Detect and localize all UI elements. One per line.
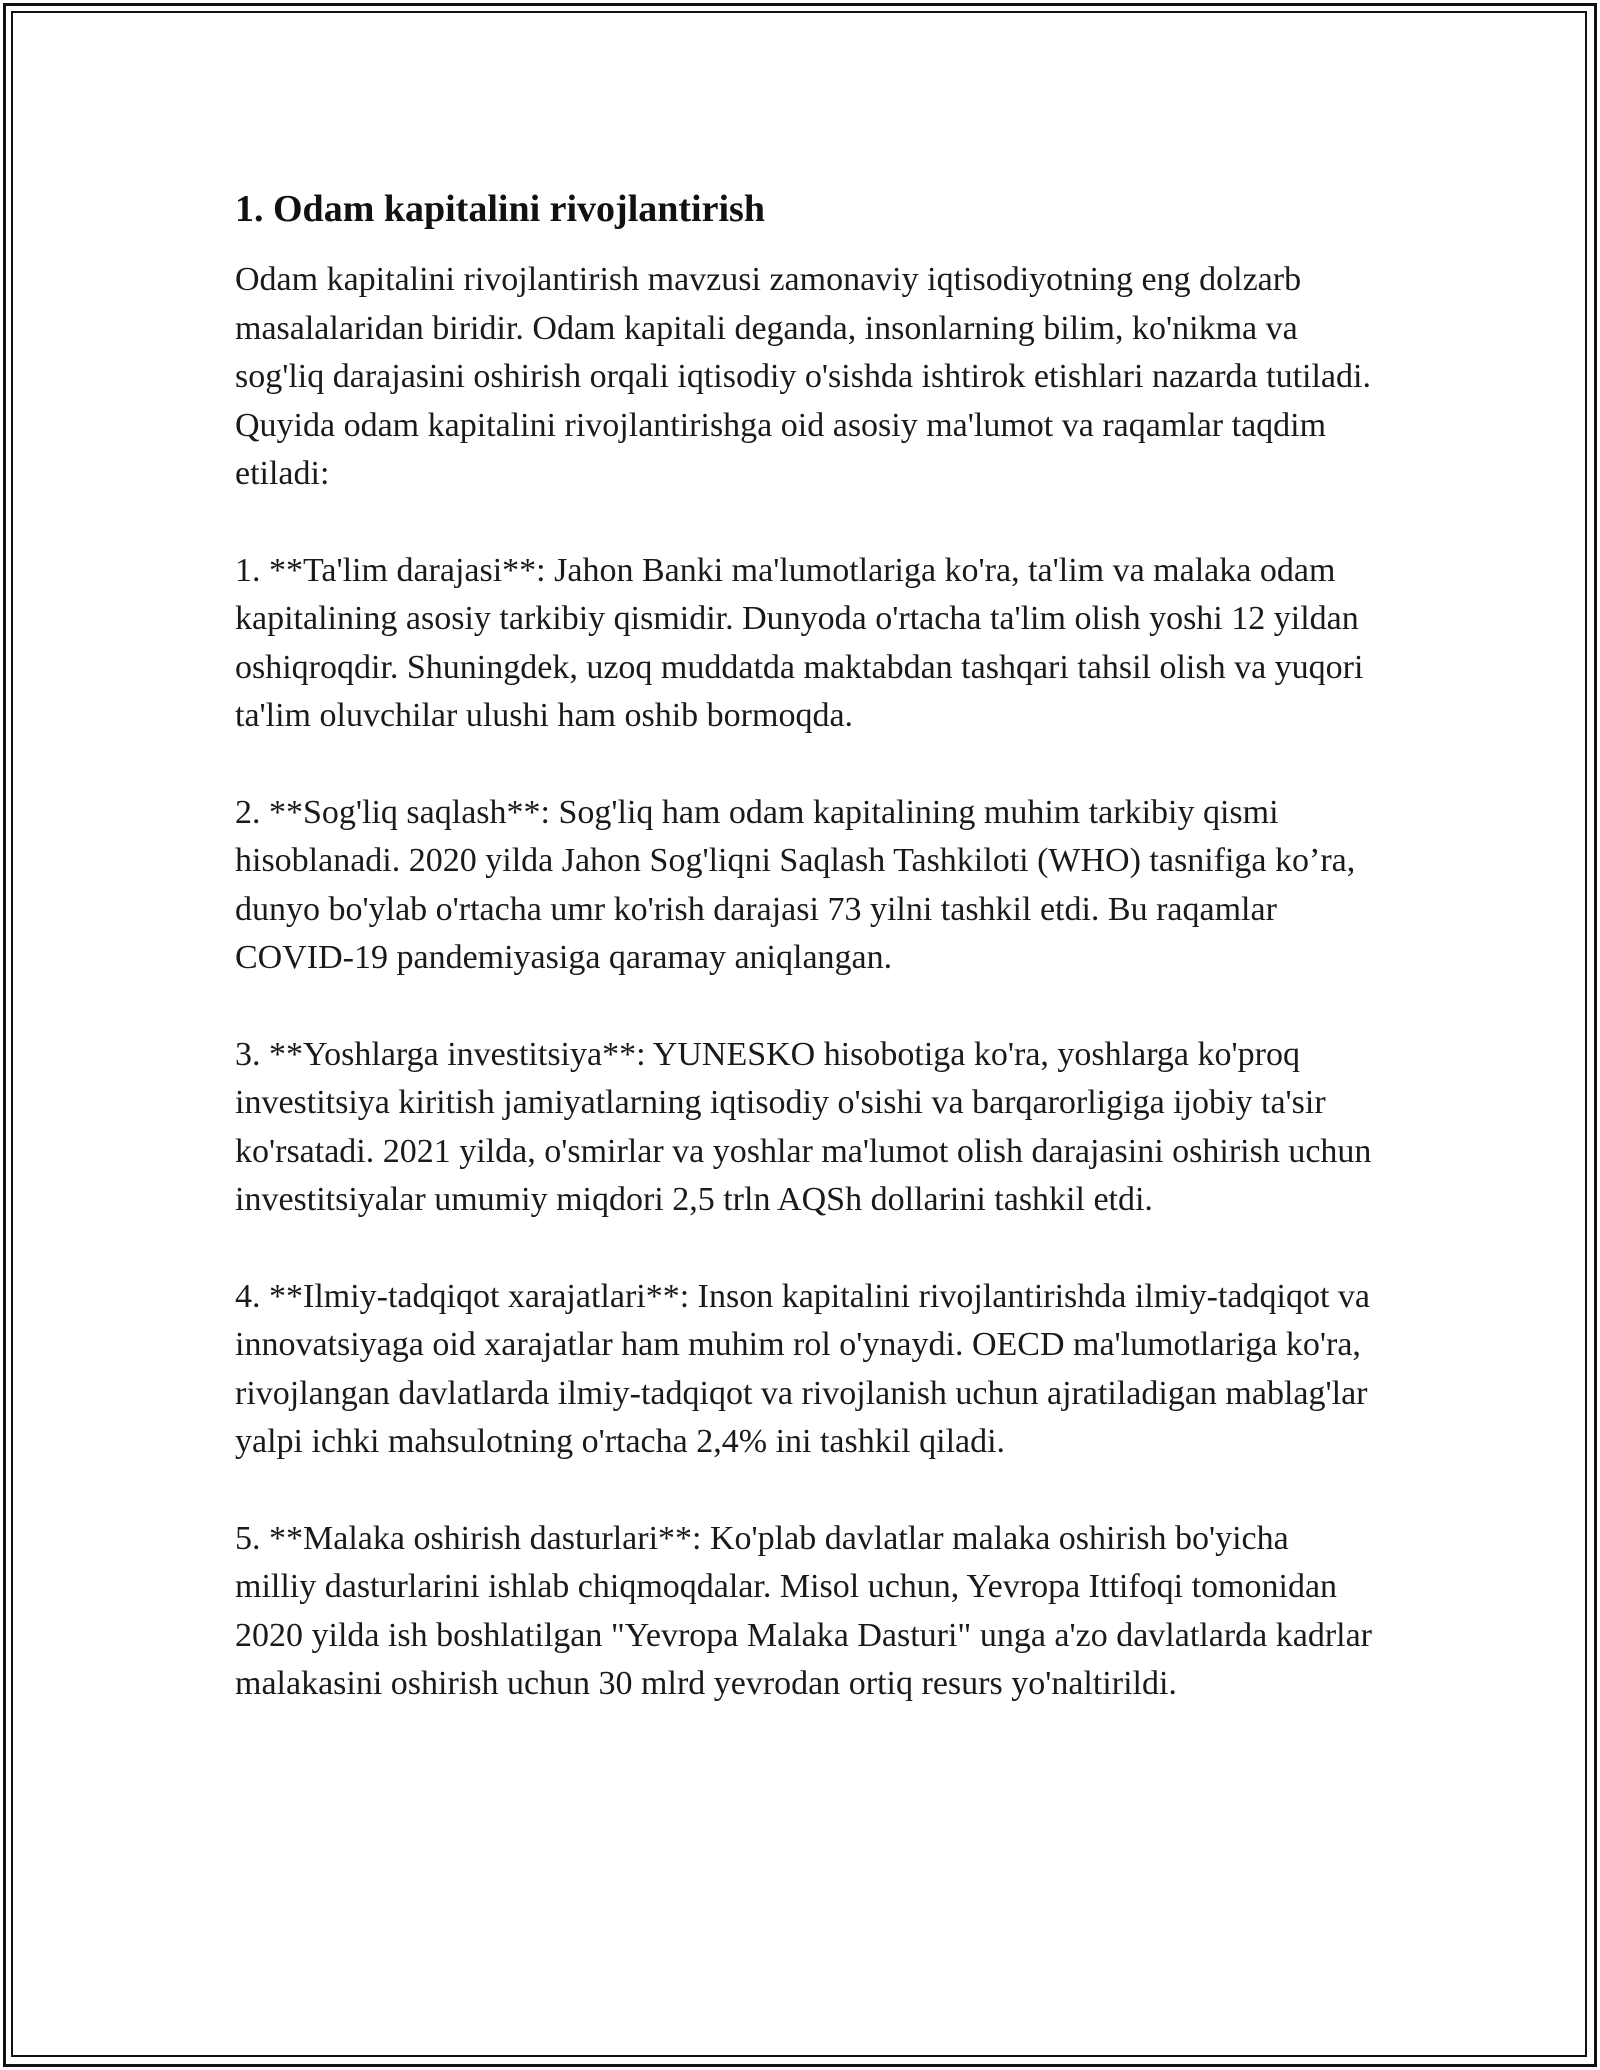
list-item-research-spending: 4. **Ilmiy-tadqiqot xarajatlari**: Inson kapitalini rivojlantirishda ilmiy-tadqiqot va innovatsiyaga oid xarajatlar ham muhim rol o'ynaydi. OECD ma'lumotlariga ko'ra, rivojlangan davlatlarda ilmiy-tadqiqot va rivojlanish uchun ajratiladigan mablag'lar yalpi ichki mahsulotning o'rtacha 2,4% ini tashkil qiladi. xyxy=(235,1277,1370,1461)
document-body xyxy=(235,185,1375,1757)
list-item-skills-programs: 5. **Malaka oshirish dasturlari**: Ko'plab davlatlar malaka oshirish bo'yicha milliy dasturlarini ishlab chiqmoqdalar. Misol uchun, Yevropa Ittifoqi tomonidan 2020 yilda ish boshlatilgan "Yevropa Malaka Dasturi" unga a'zo davlatlarda kadrlar malakasini oshirish uchun 30 mlrd yevrodan ortiq resurs yo'naltirildi. xyxy=(235,1519,1373,1703)
list-item-health: 2. **Sog'liq saqlash**: Sog'liq ham odam kapitalining muhim tarkibiy qismi hisoblanadi. 2020 yilda Jahon Sog'liqni Saqlash Tashkiloti (WHO) tasnifiga ko’ra, dunyo bo'ylab o'rtacha umr ko'rish darajasi 73 yilni tashkil etdi. Bu raqamlar COVID-19 pandemiyasiga qaramay aniqlangan. xyxy=(235,793,1356,977)
list-item-youth-investment: 3. **Yoshlarga investitsiya**: YUNESKO hisobotiga ko'ra, yoshlarga ko'proq investitsiya kiritish jamiyatlarning iqtisodiy o'sishi va barqarorligiga ijobiy ta'sir ko'rsatadi. 2021 yilda, o'smirlar va yoshlar ma'lumot olish darajasini oshirish uchun investitsiyalar umumiy miqdori 2,5 trln AQSh dollarini tashkil etdi. xyxy=(235,1035,1372,1219)
intro-paragraph: Odam kapitalini rivojlantirish mavzusi zamonaviy iqtisodiyotning eng dolzarb masalalaridan biridir. Odam kapitali deganda, insonlarning bilim, ko'nikma va sog'liq darajasini oshirish orqali iqtisodiy o'sishda ishtirok etishlari nazarda tutiladi. Quyida odam kapitalini rivojlantirishga oid asosiy ma'lumot va raqamlar taqdim etiladi: xyxy=(235,261,1371,493)
document-title: 1. Odam kapitalini rivojlantirish xyxy=(235,188,765,230)
list-item-education: 1. **Ta'lim darajasi**: Jahon Banki ma'lumotlariga ko'ra, ta'lim va malaka odam kapitalining asosiy tarkibiy qismidir. Dunyoda o'rtacha ta'lim olish yoshi 12 yildan oshiqroqdir. Shuningdek, uzoq muddatda maktabdan tashqari tahsil olish va yuqori ta'lim oluvchilar ulushi ham oshib bormoqda. xyxy=(235,551,1364,735)
